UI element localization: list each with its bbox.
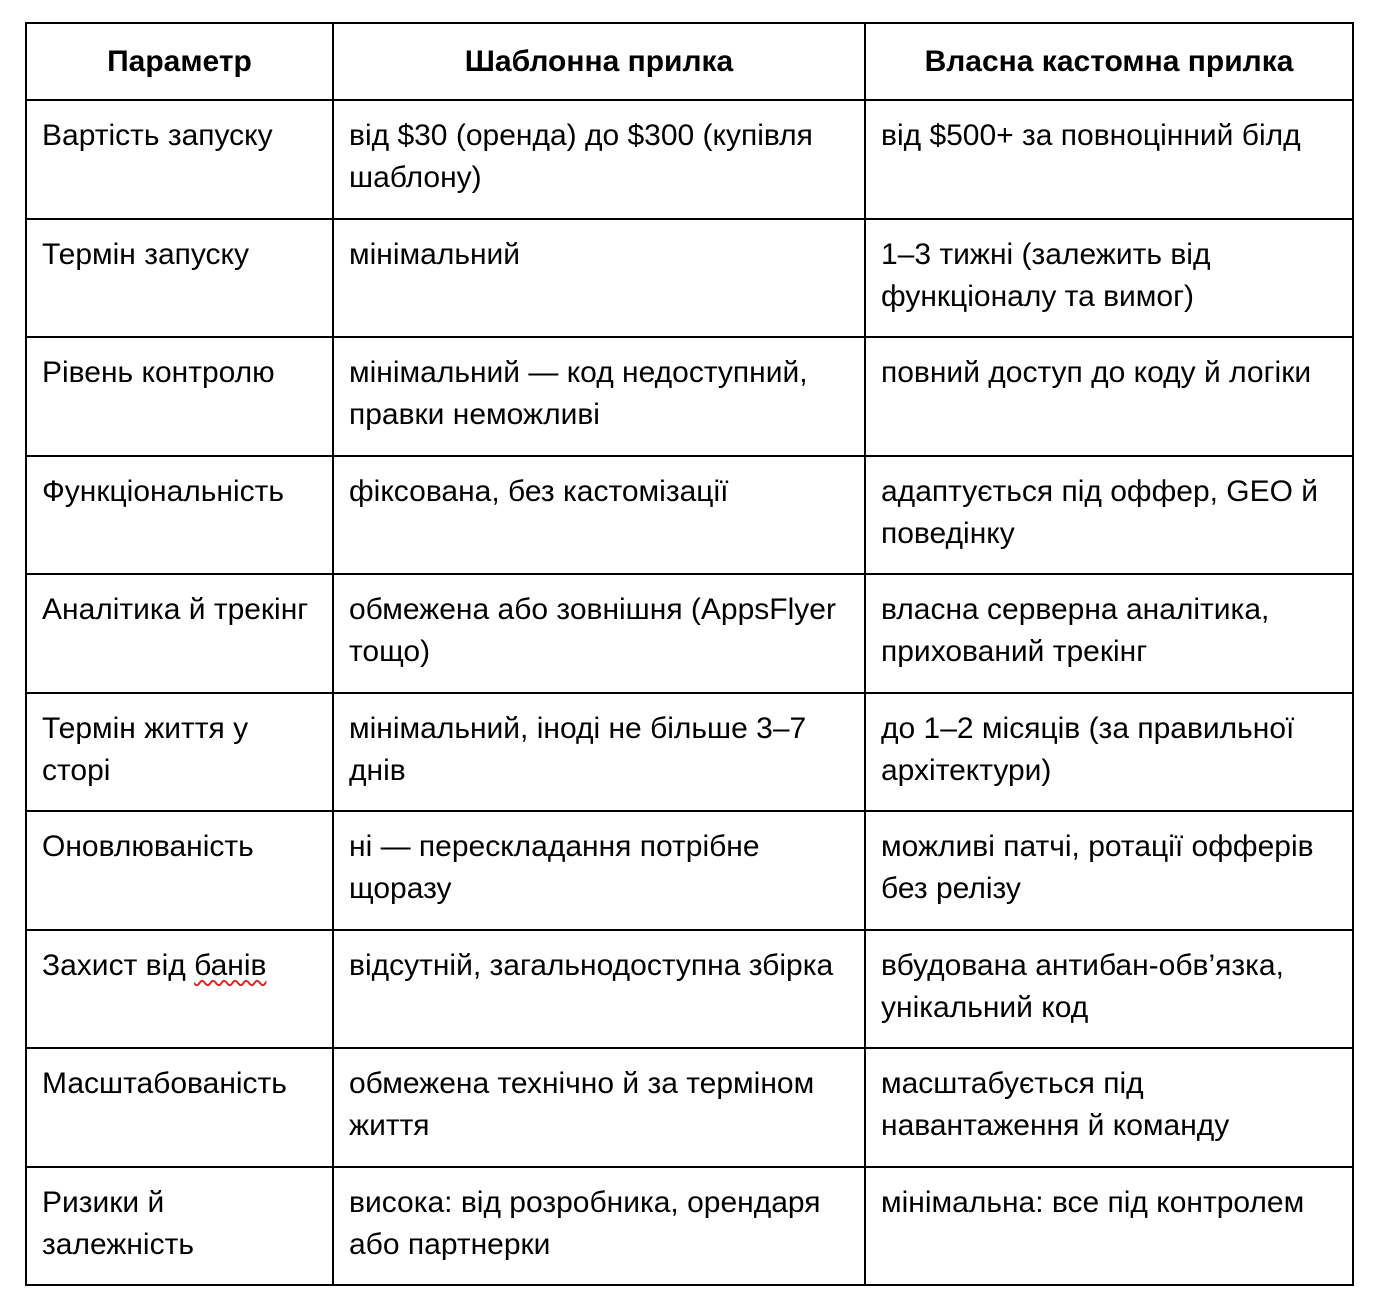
cell-parameter: Термін життя у сторі: [26, 693, 333, 812]
cell-parameter: Функціональність: [26, 456, 333, 575]
table-row: [26, 456, 1353, 575]
table-body: [26, 100, 1353, 1285]
cell-template-app: висока: від розробника, орендаря або партнерки: [333, 1167, 865, 1286]
header-row: [26, 23, 1353, 100]
table-row: [26, 574, 1353, 693]
cell-custom-app: мінімальна: все під контролем: [865, 1167, 1353, 1286]
cell-template-app: мінімальний — код недоступний, правки неможливі: [333, 337, 865, 456]
comparison-table: [25, 22, 1354, 1286]
cell-template-app: ні — перескладання потрібне щоразу: [333, 811, 865, 930]
cell-parameter: Термін запуску: [26, 219, 333, 338]
cell-template-app: від $30 (оренда) до $300 (купівля шаблону): [333, 100, 865, 219]
header-custom-app: Власна кастомна прилка: [865, 23, 1353, 100]
cell-custom-app: власна серверна аналітика, прихований трекінг: [865, 574, 1353, 693]
cell-custom-app: 1–3 тижні (залежить від функціоналу та вимог): [865, 219, 1353, 338]
cell-template-app: мінімальний, іноді не більше 3–7 днів: [333, 693, 865, 812]
cell-template-app: фіксована, без кастомізації: [333, 456, 865, 575]
cell-parameter: Вартість запуску: [26, 100, 333, 219]
cell-custom-app: повний доступ до коду й логіки: [865, 337, 1353, 456]
table-row: [26, 100, 1353, 219]
table-row: [26, 1167, 1353, 1286]
cell-parameter: Оновлюваність: [26, 811, 333, 930]
cell-custom-app: до 1–2 місяців (за правильної архітектури): [865, 693, 1353, 812]
cell-template-app: відсутній, загальнодоступна збірка: [333, 930, 865, 1049]
cell-custom-app: масштабується під навантаження й команду: [865, 1048, 1353, 1167]
cell-parameter: Масштабованість: [26, 1048, 333, 1167]
cell-parameter: Аналітика й трекінг: [26, 574, 333, 693]
table-row: [26, 1048, 1353, 1167]
cell-custom-app: від $500+ за повноцінний білд: [865, 100, 1353, 219]
cell-template-app: обмежена або зовнішня (AppsFlyer тощо): [333, 574, 865, 693]
table-row: [26, 337, 1353, 456]
cell-parameter: Ризики й залежність: [26, 1167, 333, 1286]
table-header: [26, 23, 1353, 100]
cell-custom-app: адаптується під оффер, GEO й поведінку: [865, 456, 1353, 575]
table-row: [26, 811, 1353, 930]
cell-template-app: обмежена технічно й за терміном життя: [333, 1048, 865, 1167]
table-row: [26, 219, 1353, 338]
table-row: [26, 693, 1353, 812]
cell-parameter: Захист від банів: [26, 930, 333, 1049]
header-template-app: Шаблонна прилка: [333, 23, 865, 100]
table-row: [26, 930, 1353, 1049]
cell-template-app: мінімальний: [333, 219, 865, 338]
cell-parameter: Рівень контролю: [26, 337, 333, 456]
header-parameter: Параметр: [26, 23, 333, 100]
cell-custom-app: вбудована антибан-обв’язка, унікальний код: [865, 930, 1353, 1049]
cell-custom-app: можливі патчі, ротації офферів без релізу: [865, 811, 1353, 930]
spellcheck-flagged-word: банів: [194, 948, 267, 982]
